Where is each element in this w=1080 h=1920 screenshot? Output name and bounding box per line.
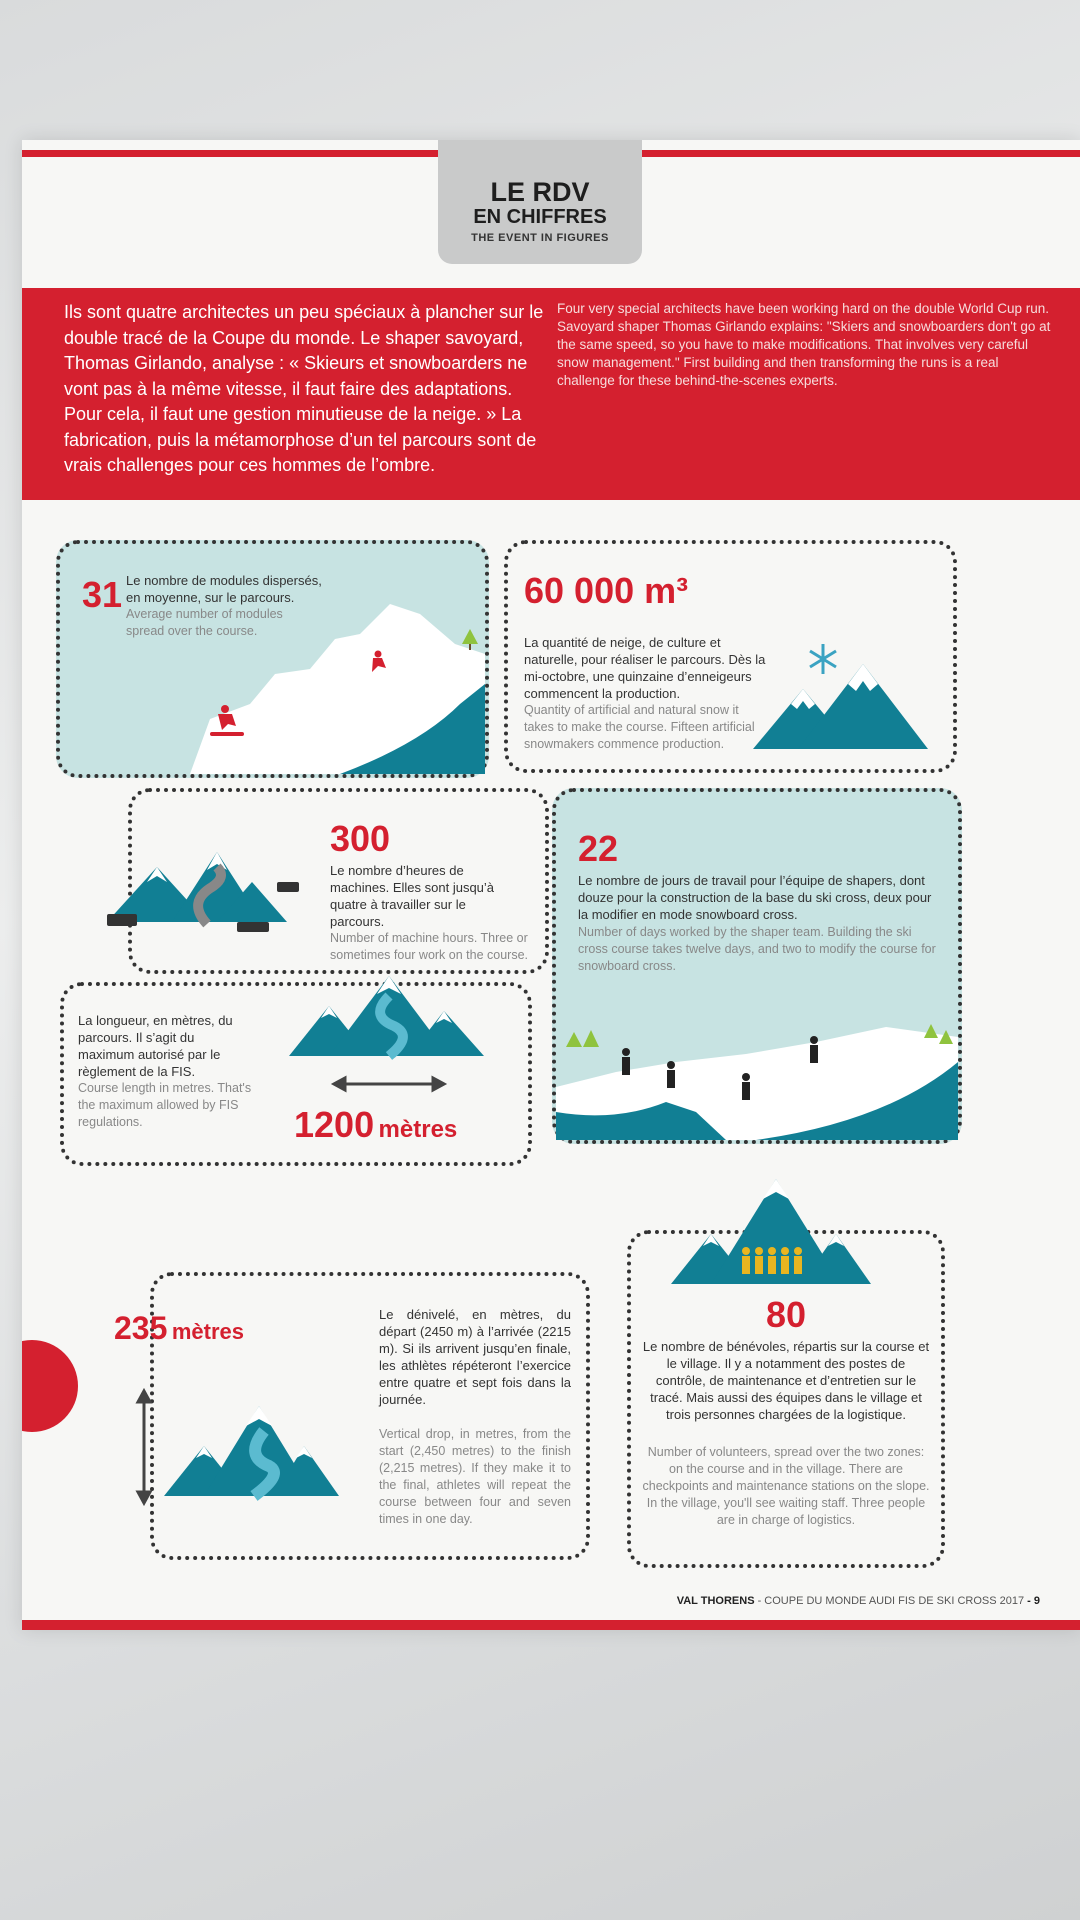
fact-volunteers-box <box>627 1230 945 1568</box>
fact-length-value <box>294 1104 457 1146</box>
fact-drop-unit: mètres <box>171 1319 244 1344</box>
fact-drop-en: Vertical drop, in metres, from the start (2,450 metres) to the finish (2,215 metres). If they make it to the final, athletes will repeat the course between four and seven times in one day. <box>379 1427 571 1526</box>
fact-length-unit: mètres <box>378 1116 458 1143</box>
snowflake-icon <box>810 644 836 674</box>
double-arrow-icon <box>334 1078 444 1090</box>
shapers-slope-illustration <box>556 1002 958 1140</box>
bottom-rule <box>22 1620 1080 1630</box>
page-title-line2: EN CHIFFRES <box>473 206 607 228</box>
mountains-machines-illustration <box>87 812 317 937</box>
fact-machines-box <box>128 788 549 974</box>
intro-english: Four very special architects have been working hard on the double World Cup run. Savoyard shaper Thomas Girlando explains: "Skiers and snowboarders don't go at the same speed, so you have to make modifications. That involves very careful snow management." First building and then transforming the runs is a real challenge for these behind-the-scenes experts. <box>557 301 1051 388</box>
fact-modules-box <box>56 540 489 778</box>
fact-machines-number: 300 <box>330 818 391 859</box>
fact-machines-fr: Le nombre d’heures de machines. Elles sont jusqu’à quatre à travailler sur le parcours. <box>330 863 495 929</box>
fact-volunteers-fr: Le nombre de bénévoles, répartis sur la course et le village. Il y a notamment des postes de contrôle, de maintenance et d’entretien sur le tracé. Mais aussi des équipes dans le village et trois personnes chargées de la logistique. <box>642 1339 930 1422</box>
decorative-red-dot <box>22 1340 78 1432</box>
fact-days-number: 22 <box>578 828 619 869</box>
fact-days-en: Number of days worked by the shaper team. Building the ski cross course takes twelve days, and two to modify the course for snowboard cross. <box>578 925 936 973</box>
mountain-volunteers-illustration <box>671 1179 881 1289</box>
intro-band <box>22 288 1080 500</box>
fact-machines-en: Number of machine hours. Three or sometimes four work on the course. <box>330 931 528 962</box>
page-subtitle: THE EVENT IN FIGURES <box>471 232 609 244</box>
fact-snow-box <box>504 540 957 773</box>
fact-length-fr: La longueur, en mètres, du parcours. Il s’agit du maximum autorisé par le règlement de la FIS. <box>78 1013 233 1079</box>
fact-modules-fr: Le nombre de modules dispersés, en moyenne, sur le parcours. <box>126 573 322 605</box>
mountain-course-illustration <box>289 966 489 1106</box>
page-title: LE RDV <box>490 177 590 207</box>
fact-length-number: 1200 <box>294 1104 375 1145</box>
fact-snow-number: 60 000 m³ <box>524 570 689 611</box>
fact-days-box <box>552 788 962 1144</box>
mountain-drop-illustration <box>134 1386 364 1516</box>
page-footer <box>677 1595 1040 1607</box>
fact-snow-fr: La quantité de neige, de culture et naturelle, pour réaliser le parcours. Dès la mi-octobre, une quinzaine d’enneigeurs commencent la production. <box>524 635 766 701</box>
fact-volunteers-number: 80 <box>765 1294 807 1335</box>
intro-french: Ils sont quatre architectes un peu spéciaux à plancher sur le double tracé de la Coupe du monde. Le shaper savoyard, Thomas Girlando, analyse : « Skieurs et snowboarders ne vont pas à la même vitesse, il faut faire des adaptations. Pour cela, il faut une gestion minutieuse de la neige. » La fabrication, puis la métamorphose d’un tel parcours sont de vrais challenges pour ces hommes de l’ombre. <box>64 302 544 475</box>
snowy-mountains-illustration <box>753 609 953 754</box>
fact-modules-en: Average number of modules spread over the course. <box>126 607 283 638</box>
vertical-arrow-icon <box>138 1391 150 1503</box>
title-tab <box>438 140 642 264</box>
fact-drop-box <box>114 1272 590 1560</box>
fact-length-en: Course length in metres. That's the maximum allowed by FIS regulations. <box>78 1081 252 1129</box>
page-number: - 9 <box>1024 1595 1040 1607</box>
footer-text: - COUPE DU MONDE AUDI FIS DE SKI CROSS 2017 <box>754 1595 1025 1607</box>
fact-length-box <box>60 982 532 1166</box>
footer-brand: VAL THORENS <box>676 1595 755 1607</box>
magazine-page <box>22 140 1080 1630</box>
fact-drop-number: 235 <box>114 1310 168 1346</box>
fact-modules-number: 31 <box>82 574 123 615</box>
fact-days-fr: Le nombre de jours de travail pour l’équipe de shapers, dont douze pour la construction de la base du ski cross, deux pour la modifier en mode snowboard cross. <box>578 873 932 922</box>
fact-volunteers-en: Number of volunteers, spread over the two zones: on the course and in the village. There are checkpoints and maintenance stations on the slope. In the village, you'll see waiting staff. Three people are in charge of logistics. <box>642 1445 930 1527</box>
fact-drop-value <box>114 1310 244 1347</box>
fact-drop-fr: Le dénivelé, en mètres, du départ (2450 m) à l’arrivée (2215 m). Si ils arrivent jusqu’en finale, les athlètes répéteront l’exercice entre quatre et sept fois dans la journée. <box>379 1307 571 1407</box>
fact-snow-en: Quantity of artificial and natural snow it takes to make the course. Fifteen artificial snowmakers commence production. <box>524 703 755 751</box>
